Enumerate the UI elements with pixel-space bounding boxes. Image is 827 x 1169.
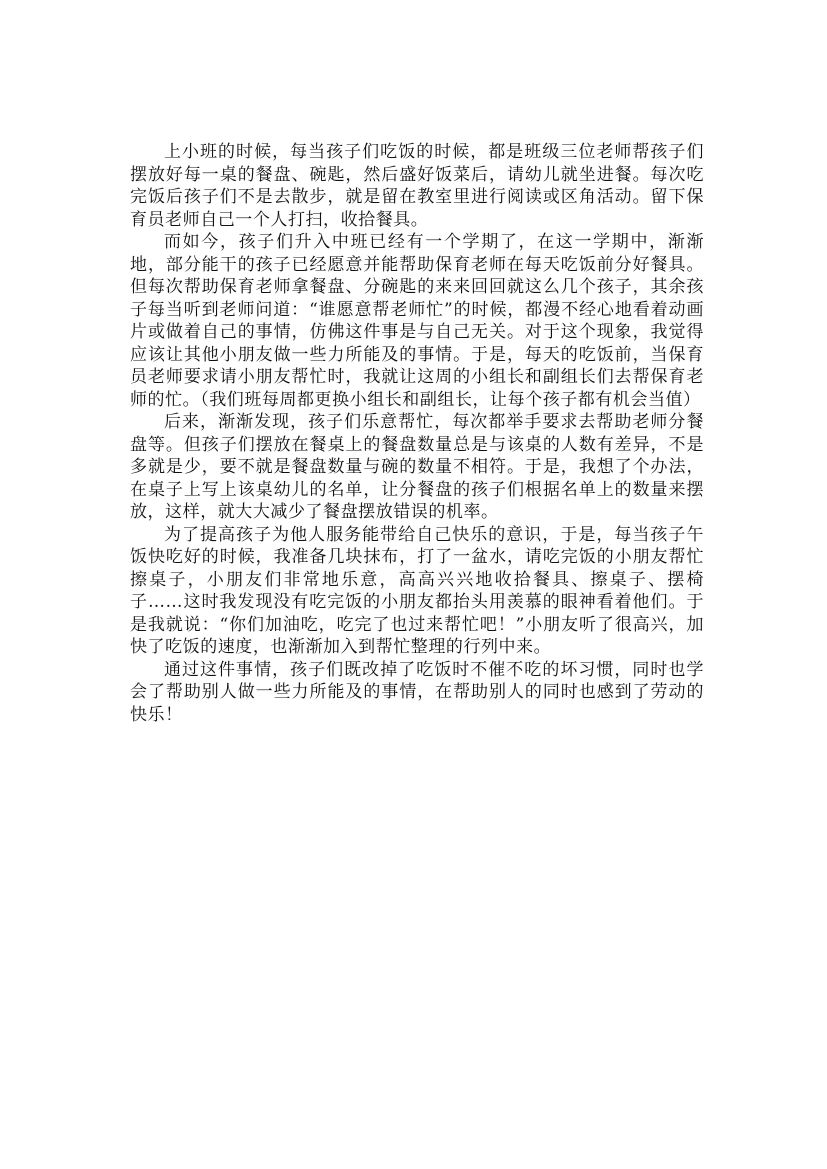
- paragraph-1: 上小班的时候，每当孩子们吃饭的时候，都是班级三位老师帮孩子们摆放好每一桌的餐盘、碗匙，然后盛好饭菜后，请幼儿就坐进餐。每次吃完饭后孩子们不是去散步，就是留在教室里进行阅读或区角活动。留下保育员老师自己一个人打扫，收拾餐具。: [130, 142, 704, 230]
- document-body: [130, 141, 704, 726]
- paragraph-5: 通过这件事情，孩子们既改掉了吃饭时不催不吃的坏习惯，同时也学会了帮助别人做一些力所能及的事情，在帮助别人的同时也感到了劳动的快乐！: [130, 659, 704, 725]
- paragraph-2: 而如今，孩子们升入中班已经有一个学期了，在这一学期中，渐渐地，部分能干的孩子已经愿意并能帮助保育老师在每天吃饭前分好餐具。但每次帮助保育老师拿餐盘、分碗匙的来来回回就这么几个孩子，其余孩子每当听到老师问道：“谁愿意帮老师忙”的时候，都漫不经心地看着动画片或做着自己的事情，仿佛这件事是与自己无关。对于这个现象，我觉得应该让其他小朋友做一些力所能及的事情。于是，每天的吃饭前，当保育员老师要求请小朋友帮忙时，我就让这周的小组长和副组长们去帮保育老师的忙。（我们班每周都更换小组长和副组长，让每个孩子都有机会当值）: [130, 232, 704, 410]
- paragraph-3: 后来，渐渐发现，孩子们乐意帮忙，每次都举手要求去帮助老师分餐盘等。但孩子们摆放在餐桌上的餐盘数量总是与该桌的人数有差异，不是多就是少，要不就是餐盘数量与碗的数量不相符。于是，我想了个办法，在桌子上写上该桌幼儿的名单，让分餐盘的孩子们根据名单上的数量来摆放，这样，就大大减少了餐盘摆放错误的机率。: [130, 412, 704, 522]
- paragraph-4: 为了提高孩子为他人服务能带给自己快乐的意识，于是，每当孩子午饭快吃好的时候，我准备几块抹布，打了一盆水，请吃完饭的小朋友帮忙擦桌子，小朋友们非常地乐意，高高兴兴地收拾餐具、擦桌子、摆椅子……这时我发现没有吃完饭的小朋友都抬头用羡慕的眼神看着他们。于是我就说：“你们加油吃，吃完了也过来帮忙吧！”小朋友听了很高兴，加快了吃饭的速度，也渐渐加入到帮忙整理的行列中来。: [130, 524, 704, 657]
